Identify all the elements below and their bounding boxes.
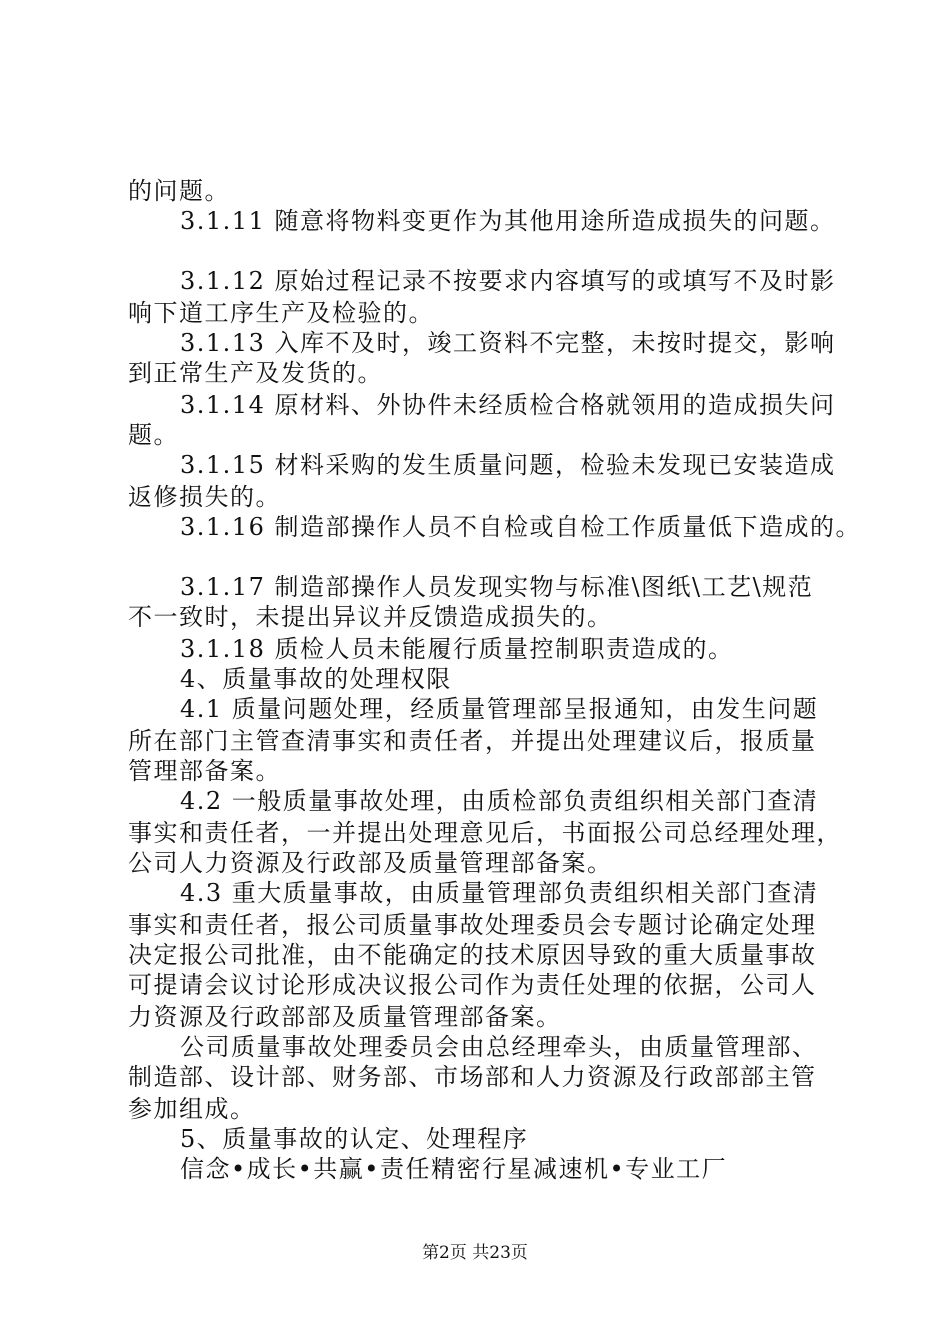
- text-line: 公司质量事故处理委员会由总经理牵头，由质量管理部、: [180, 1033, 818, 1061]
- text-line: 返修损失的。: [128, 483, 281, 511]
- text-line: 3.1.14 原材料、外协件未经质检合格就领用的造成损失问: [180, 391, 836, 419]
- text-line: 3.1.13 入库不及时，竣工资料不完整，未按时提交，影响: [180, 329, 836, 357]
- text-line: 3.1.17 制造部操作人员发现实物与标准\图纸\工艺\规范: [180, 573, 814, 601]
- text-line: 事实和责任者，一并提出处理意见后，书面报公司总经理处理，: [128, 819, 842, 847]
- text-line: 所在部门主管查清事实和责任者，并提出处理建议后，报质量: [128, 727, 817, 755]
- text-line: 力资源及行政部部及质量管理部备案。: [128, 1003, 562, 1031]
- text-line: 管理部备案。: [128, 757, 281, 785]
- section-heading: 5、质量事故的认定、处理程序: [180, 1125, 529, 1153]
- text-line: 3.1.18 质检人员未能履行质量控制职责造成的。: [180, 635, 734, 663]
- page-number-footer: 第2页 共23页: [422, 1243, 528, 1263]
- text-line: 到正常生产及发货的。: [128, 359, 383, 387]
- text-line: 的问题。: [128, 177, 230, 205]
- text-line: 决定报公司批准，由不能确定的技术原因导致的重大质量事故: [128, 941, 817, 969]
- slogan-line: 信念•成长•共赢•责任精密行星减速机•专业工厂: [180, 1155, 728, 1183]
- text-line: 题。: [128, 421, 179, 449]
- text-line: 参加组成。: [128, 1095, 256, 1123]
- text-line: 4.1 质量问题处理，经质量管理部呈报通知，由发生问题: [180, 695, 819, 723]
- text-line: 4.2 一般质量事故处理，由质检部负责组织相关部门查清: [180, 787, 819, 815]
- text-line: 公司人力资源及行政部及质量管理部备案。: [128, 849, 613, 877]
- text-line: 可提请会议讨论形成决议报公司作为责任处理的依据，公司人: [128, 971, 817, 999]
- text-line: 3.1.15 材料采购的发生质量问题，检验未发现已安装造成: [180, 451, 836, 479]
- text-line: 4.3 重大质量事故，由质量管理部负责组织相关部门查清: [180, 879, 819, 907]
- text-line: 不一致时，未提出异议并反馈造成损失的。: [128, 603, 613, 631]
- text-line: 制造部、设计部、财务部、市场部和人力资源及行政部部主管: [128, 1063, 817, 1091]
- text-line: 3.1.16 制造部操作人员不自检或自检工作质量低下造成的。: [180, 513, 861, 541]
- text-line: 3.1.12 原始过程记录不按要求内容填写的或填写不及时影: [180, 267, 836, 295]
- text-line: 响下道工序生产及检验的。: [128, 299, 434, 327]
- text-line: 3.1.11 随意将物料变更作为其他用途所造成损失的问题。: [180, 207, 836, 235]
- section-heading: 4、质量事故的处理权限: [180, 665, 452, 693]
- text-line: 事实和责任者，报公司质量事故处理委员会专题讨论确定处理: [128, 911, 817, 939]
